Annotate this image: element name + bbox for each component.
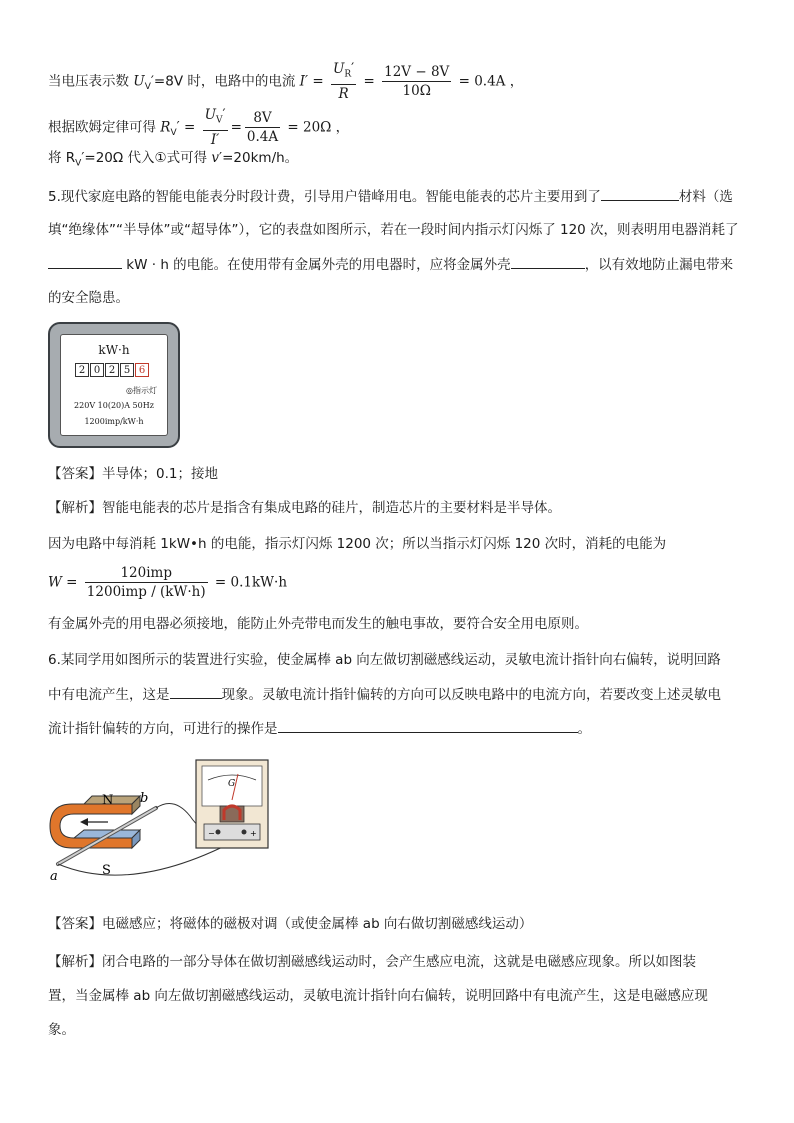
- equals: ′ =: [176, 119, 200, 136]
- fraction-energy: $\frac{\text{120imp}}{\text{1200imp / (kW·h)}}$: [86, 565, 206, 600]
- solution-line-substitute: [48, 148, 298, 174]
- answer-blank-3[interactable]: [511, 254, 585, 269]
- question-6-explanation-3: [48, 1020, 75, 1040]
- meter-unit-label: kW·h: [98, 343, 130, 357]
- question-5-formula: [48, 564, 287, 601]
- magnet-pole-n: N: [102, 793, 114, 808]
- var-v: v: [211, 150, 220, 166]
- result-current: = 0.4A ，: [454, 73, 524, 90]
- var-i: I′: [299, 73, 309, 90]
- question-6-line-1: [48, 650, 721, 670]
- explanation-text: 【解析】闭合电路的一部分导体在做切割磁感线运动时，会产生感应电流，这就是电磁感应现象。所以如图装: [48, 954, 696, 970]
- question-5-line-4: [48, 288, 129, 308]
- equals: =: [61, 574, 82, 591]
- rod-end-b: b: [140, 791, 149, 806]
- text-segment: 将 R: [48, 150, 76, 166]
- explanation-text: 【解析】智能电能表的芯片是指含有集成电路的硅片，制造芯片的主要材料是半导体。: [48, 500, 561, 516]
- result-resistance: = 20Ω ，: [283, 119, 350, 136]
- induction-apparatus-figure: [44, 756, 284, 886]
- explanation-text: 置，当金属棒 ab 向左做切割磁感线运动，灵敏电流计指针向右偏转，说明回路中有电流产生，这是电磁感应现: [48, 988, 708, 1004]
- meter-digit: 5: [120, 363, 134, 377]
- meter-indicator-lamp: ◎指示灯: [126, 386, 157, 395]
- question-5-explanation-2: [48, 534, 666, 554]
- meter-digit: 2: [75, 363, 89, 377]
- question-6-answer: [48, 914, 532, 934]
- text-segment: ′=20km/h。: [219, 150, 299, 166]
- text-segment: 现象。灵敏电流计指针偏转的方向可以反映电路中的电流方向，若要改变上述灵敏电: [221, 687, 721, 703]
- question-5-line-2: [48, 220, 739, 240]
- question-5-line-1: [48, 186, 733, 207]
- answer-text: 【答案】半导体；0.1；接地: [48, 466, 218, 482]
- answer-blank-1[interactable]: [601, 186, 679, 201]
- solution-line-current: 当电压表示数 $U_V'=8V$ 时，电路中的电流 I′ = $\frac{U_R'}{R}$ = $\frac{12V - 8V}{10\Omega}$ = 0.4A ，: [48, 61, 524, 102]
- energy-meter-face: [60, 334, 168, 436]
- equals: =: [308, 73, 328, 90]
- explanation-text: 因为电路中每消耗 1kW•h 的电能，指示灯闪烁 1200 次；所以当指示灯闪烁 120 次时，消耗的电能为: [48, 536, 667, 552]
- fraction-voltage-over-resistance: $\frac{12V - 8V}{10\Omega}$: [384, 63, 450, 99]
- question-5-explanation-1: [48, 498, 561, 518]
- var-r: R: [160, 119, 171, 136]
- fraction-ur-over-r: $\frac{U_R'}{R}$: [332, 61, 355, 102]
- text-segment: ，以有效地防止漏电带来: [584, 257, 734, 273]
- energy-meter-figure: [48, 322, 180, 448]
- question-5-answer: [48, 464, 218, 484]
- text-segment: ′=20Ω 代入①式可得: [81, 150, 212, 166]
- meter-digit: 0: [90, 363, 104, 377]
- text-segment: 中有电流产生，这是: [48, 687, 170, 703]
- answer-blank-4[interactable]: [170, 684, 222, 699]
- fraction-8v-over-04a: $\frac{8V}{0.4A}$: [246, 109, 279, 145]
- text-segment: 6.某同学用如图所示的装置进行实验，使金属棒 ab 向左做切割磁感线运动，灵敏电流计指针向右偏转，说明回路: [48, 652, 721, 668]
- galvanometer-label: G: [228, 779, 236, 789]
- rod-end-a: a: [50, 869, 58, 884]
- var-w: W: [48, 574, 62, 591]
- question-6-explanation-2: [48, 986, 708, 1006]
- galvanometer: [196, 760, 268, 848]
- magnet-pole-s: S: [102, 863, 111, 878]
- solution-line-ohm: 根据欧姆定律可得 $R_V'$ = $\frac{U_V'}{I'}$ = $\frac{8V}{0.4A}$ = 20Ω ，: [48, 107, 350, 148]
- text-segment: 的安全隐患。: [48, 290, 129, 306]
- question-5-explanation-4: [48, 614, 588, 634]
- meter-spec: 220V 10(20)A 50Hz: [74, 401, 154, 410]
- explanation-text: 象。: [48, 1022, 75, 1038]
- explanation-text: 有金属外壳的用电器必须接地，能防止外壳带电而发生的触电事故，要符合安全用电原则。: [48, 616, 588, 632]
- text-segment: 根据欧姆定律可得: [48, 119, 161, 136]
- meter-digit: 2: [105, 363, 119, 377]
- meter-digits: [75, 363, 150, 377]
- text-segment: kW · h 的电能。在使用带有金属外壳的用电器时，应将金属外壳: [122, 257, 511, 273]
- subscript-v: V: [170, 128, 177, 139]
- question-6-line-3: [48, 718, 591, 739]
- svg-text:+: +: [250, 829, 257, 838]
- answer-blank-5[interactable]: [278, 718, 578, 733]
- text-segment: 5.现代家庭电路的智能电能表分时段计费，引导用户错峰用电。智能电能表的芯片主要用到了: [48, 189, 601, 205]
- text-segment: 流计指针偏转的方向，可进行的操作是: [48, 721, 278, 737]
- meter-rate: 1200imp/kW·h: [84, 417, 144, 426]
- fraction-uv-over-i: $\frac{U_V'}{I'}$: [204, 107, 226, 148]
- question-6-line-2: [48, 684, 721, 705]
- text-segment: 当电压表示数: [48, 73, 134, 90]
- text-segment: 。: [577, 721, 591, 737]
- meter-digit-decimal: 6: [135, 363, 149, 377]
- var-u: U: [133, 73, 145, 90]
- svg-text:−: −: [208, 829, 215, 838]
- subscript-v: V: [75, 158, 82, 169]
- answer-text: 【答案】电磁感应；将磁体的磁极对调（或使金属棒 ab 向右做切割磁感线运动）: [48, 916, 533, 932]
- question-6-explanation-1: [48, 952, 696, 972]
- motion-arrow: [80, 818, 108, 826]
- question-5-line-3: [48, 254, 733, 275]
- answer-blank-2[interactable]: [48, 254, 122, 269]
- text-segment: 填“绝缘体”“半导体”或“超导体”），它的表盘如图所示，若在一段时间内指示灯闪烁了 120 次，则表明用电器消耗了: [48, 222, 739, 238]
- subscript-v: V: [144, 82, 151, 93]
- text-segment: 材料（选: [678, 189, 733, 205]
- text-segment: ′=8V 时，电路中的电流: [150, 73, 300, 90]
- result-energy: = 0.1kW·h: [210, 574, 288, 591]
